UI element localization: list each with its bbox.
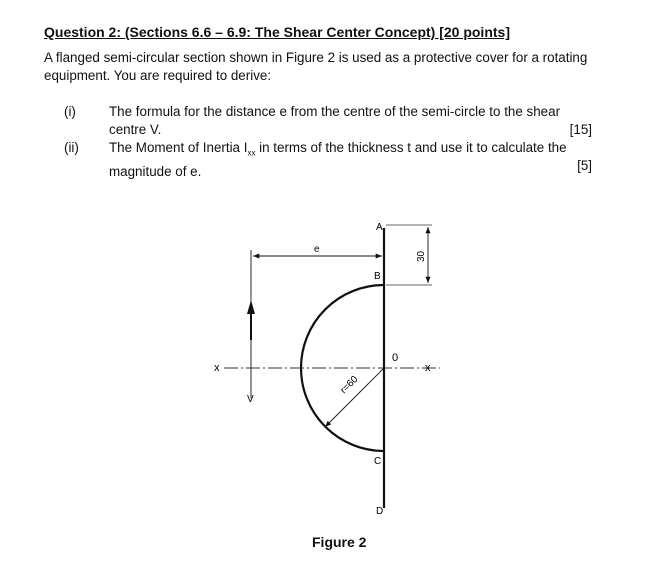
part-number: (i) [64,104,76,119]
part-text-line2: centre V. [109,122,162,137]
part-text-line2: magnitude of e. [109,163,202,179]
text-segment: in terms of the thickness t and use it to calculate the [255,140,567,155]
shear-force-arrowhead [247,300,255,314]
label-V: V [247,394,254,405]
subscript: xx [247,148,256,158]
intro-text: A flanged semi-circular section shown in Figure 2 is used as a protective cover for a rotating equipment. You are required to derive: [44,50,588,83]
label-origin: 0 [392,352,399,364]
label-e: e [314,244,320,255]
label-C: C [374,456,382,467]
question-title: Question 2: (Sections 6.6 – 6.9: The Shear Center Concept) [20 points] [44,24,510,40]
label-x-right: x [425,362,431,374]
part-number: (ii) [64,140,79,155]
label-A: A [376,222,383,233]
part-text-line1: The formula for the distance e from the centre of the semi-circle to the shear [109,104,561,119]
part-marks: [15] [569,122,592,137]
figure-caption: Figure 2 [312,534,367,550]
label-radius: r=60 [338,373,361,397]
label-B: B [374,271,381,282]
label-x-left: x [214,362,220,374]
label-D: D [376,506,384,517]
label-dimension-30: 30 [416,250,427,262]
part-marks: [5] [577,158,592,173]
text-segment: The Moment of Inertia I [109,140,248,155]
